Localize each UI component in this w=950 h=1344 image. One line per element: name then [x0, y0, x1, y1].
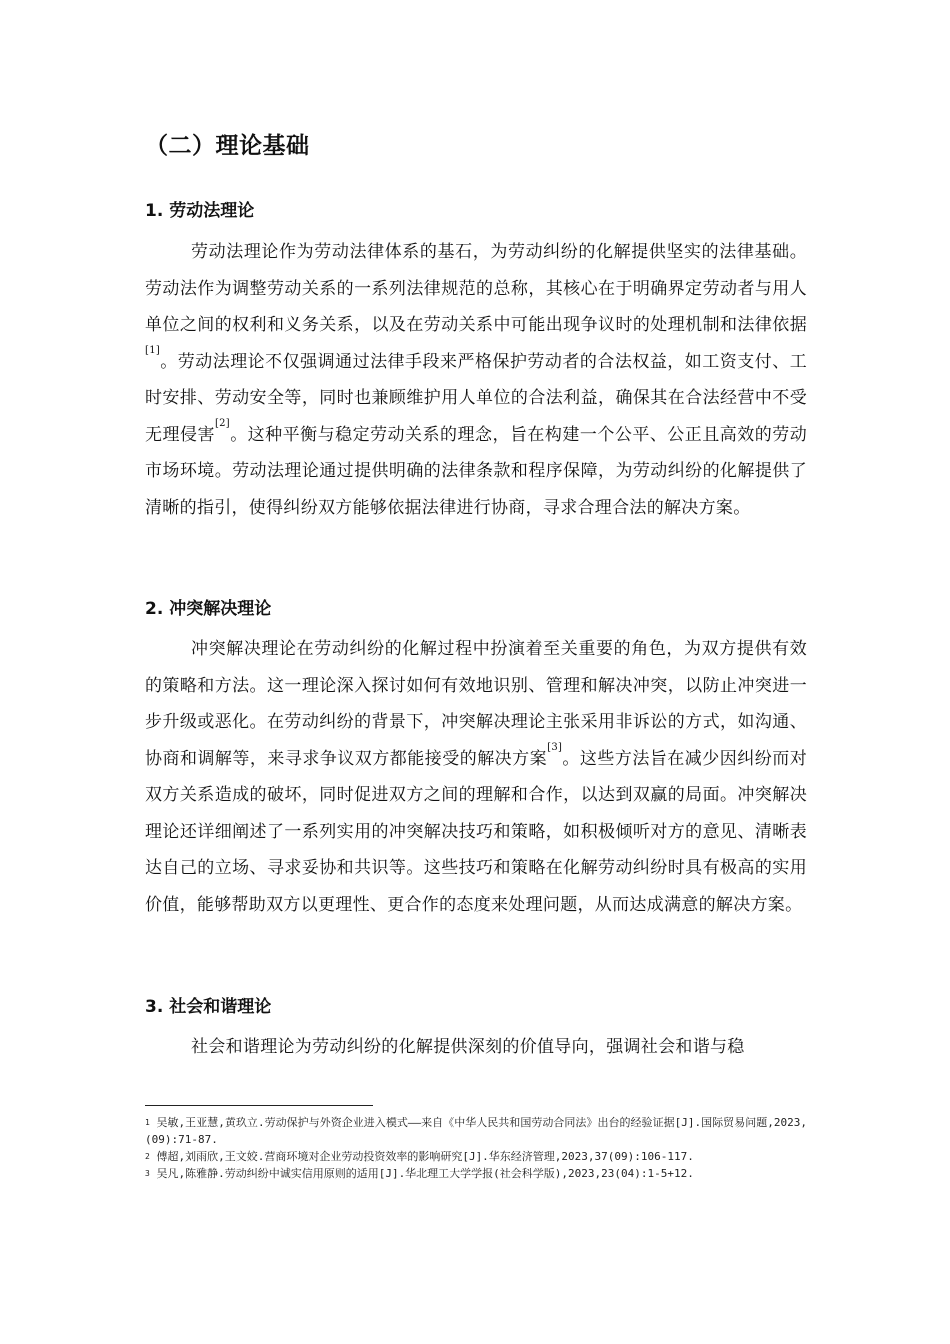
paragraph-conflict-resolution-theory: 冲突解决理论在劳动纠纷的化解过程中扮演着至关重要的角色，为双方提供有效的策略和方法。这一理论深入探讨如何有效地识别、管理和解决冲突，以防止冲突进一步升级或恶化。在劳动纠纷的背景下，冲突解决理论主张采用非诉讼的方式，如沟通、协商和调解等，来寻求争议双方都能接受的解决方案[3]。这些方法旨在减少因纠纷而对双方关系造成的破坏，同时促进双方之间的理解和合作，以达到双赢的局面。冲突解决理论还详细阐述了一系列实用的冲突解决技巧和策略，如积极倾听对方的意见、清晰表达自己的立场、寻求妥协和共识等。这些技巧和策略在化解劳动纠纷时具有极高的实用价值，能够帮助双方以更理性、更合作的态度来处理问题，从而达成满意的解决方案。 — [145, 639, 807, 915]
footnote-1: $^1$ 吴敏,王亚慧,黄玖立.劳动保护与外资企业进入模式——来自《中华人民共和国劳动合同法》出台的经验证据[J].国际贸易问题,2023,(09):71-87. — [145, 1116, 808, 1146]
heading-conflict-resolution-theory: 2. 冲突解决理论 — [145, 599, 272, 619]
paragraph-labor-law-theory: 劳动法理论作为劳动法律体系的基石，为劳动纠纷的化解提供坚实的法律基础。劳动法作为调整劳动关系的一系列法律规范的总称，其核心在于明确界定劳动者与用人单位之间的权利和义务关系，以及在劳动关系中可能出现争议时的处理机制和法律依据[1]。劳动法理论不仅强调通过法律手段来严格保护劳动者的合法权益，如工资支付、工时安排、劳动安全等，同时也兼顾维护用人单位的合法利益，确保其在合法经营中不受无理侵害[2]。这种平衡与稳定劳动关系的理念，旨在构建一个公平、公正且高效的劳动市场环境。劳动法理论通过提供明确的法律条款和程序保障，为劳动纠纷的化解提供了清晰的指引，使得纠纷双方能够依据法律进行协商，寻求合理合法的解决方案。 — [145, 242, 807, 518]
citation-2: [2] — [214, 417, 231, 429]
citation-1: [1] — [145, 344, 161, 356]
heading-labor-law-theory: 1. 劳动法理论 — [145, 201, 255, 221]
footnote-2: $^2$ 傅超,刘雨欣,王文姣.营商环境对企业劳动投资效率的影响研究[J].华东经济管理,2023,37(09):106-117. — [145, 1150, 694, 1163]
footnote-3: $^3$ 吴凡,陈雅静.劳动纠纷中诚实信用原则的适用[J].华北理工大学学报(社会科学版),2023,23(04):1-5+12. — [145, 1167, 694, 1180]
footnotes — [145, 1114, 807, 1182]
heading-social-harmony-theory: 3. 社会和谐理论 — [145, 997, 272, 1017]
footnote-separator — [145, 1105, 373, 1106]
paragraph-social-harmony-theory: 社会和谐理论为劳动纠纷的化解提供深刻的价值导向，强调社会和谐与稳 — [191, 1037, 745, 1057]
citation-3: [3] — [547, 741, 563, 753]
section-title: （二）理论基础 — [145, 133, 310, 159]
